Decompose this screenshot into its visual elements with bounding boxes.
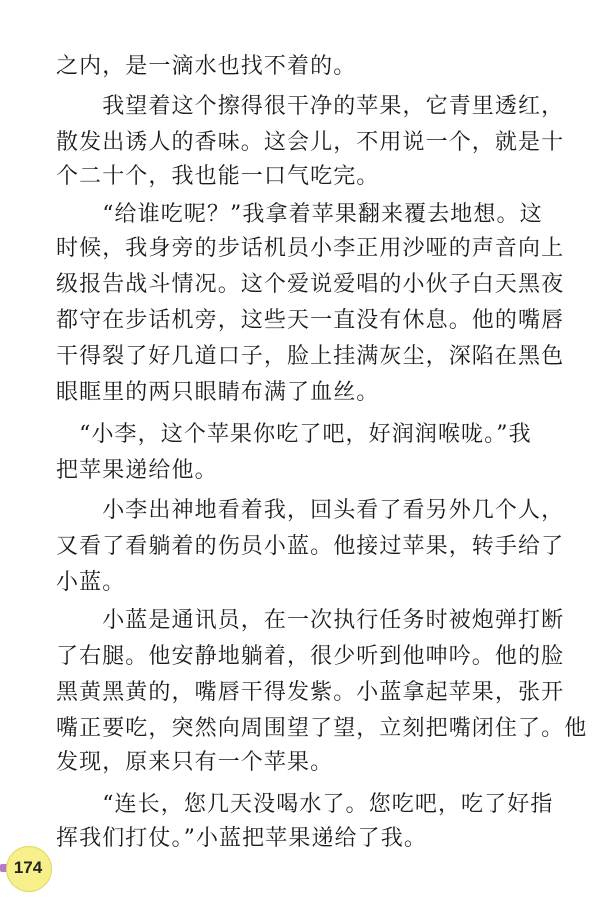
text-line: 黑黄黑黄的，嘴唇干得发紫。小蓝拿起苹果，张开	[56, 680, 565, 705]
text-line: “小李，这个苹果你吃了吧，好润润喉咙。”我	[56, 422, 532, 447]
text-line: 散发出诱人的香味。这会儿，不用说一个，就是十	[56, 130, 565, 155]
text-line: 之内，是一滴水也找不着的。	[56, 54, 357, 79]
text-line: 时候，我身旁的步话机员小李正用沙哑的声音向上	[56, 236, 565, 261]
text-line: 小蓝是通讯员，在一次执行任务时被炮弹打断	[56, 608, 565, 633]
text-line: 我望着这个擦得很干净的苹果，它青里透红，	[56, 94, 565, 119]
text-line: 个二十个，我也能一口气吃完。	[56, 164, 380, 189]
page-number: 174	[13, 858, 43, 877]
text-line: 嘴正要吃，突然向周围望了望，立刻把嘴闭住了。他	[56, 716, 588, 741]
text-line: 干得裂了好几道口子，脸上挂满灰尘，深陷在黑色	[56, 344, 565, 369]
text-line: 挥我们打仗。”小蓝把苹果递给了我。	[56, 826, 427, 851]
text-line: 了右腿。他安静地躺着，很少听到他呻吟。他的脸	[56, 644, 565, 669]
text-line: 眼眶里的两只眼睛布满了血丝。	[56, 380, 380, 405]
text-line: 又看了看躺着的伤员小蓝。他接过苹果，转手给了	[56, 534, 565, 559]
text-line: 小蓝。	[56, 570, 126, 595]
text-line: “连长，您几天没喝水了。您吃吧，吃了好指	[56, 792, 554, 817]
text-line: 发现，原来只有一个苹果。	[56, 750, 334, 775]
text-line: 级报告战斗情况。这个爱说爱唱的小伙子白天黑夜	[56, 272, 565, 297]
text-line: 把苹果递给他。	[56, 458, 218, 483]
text-line: “给谁吃呢？”我拿着苹果翻来覆去地想。这	[56, 202, 543, 227]
text-line: 小李出神地看着我，回头看了看另外几个人，	[56, 498, 565, 523]
text-line: 都守在步话机旁，这些天一直没有休息。他的嘴唇	[56, 308, 565, 333]
